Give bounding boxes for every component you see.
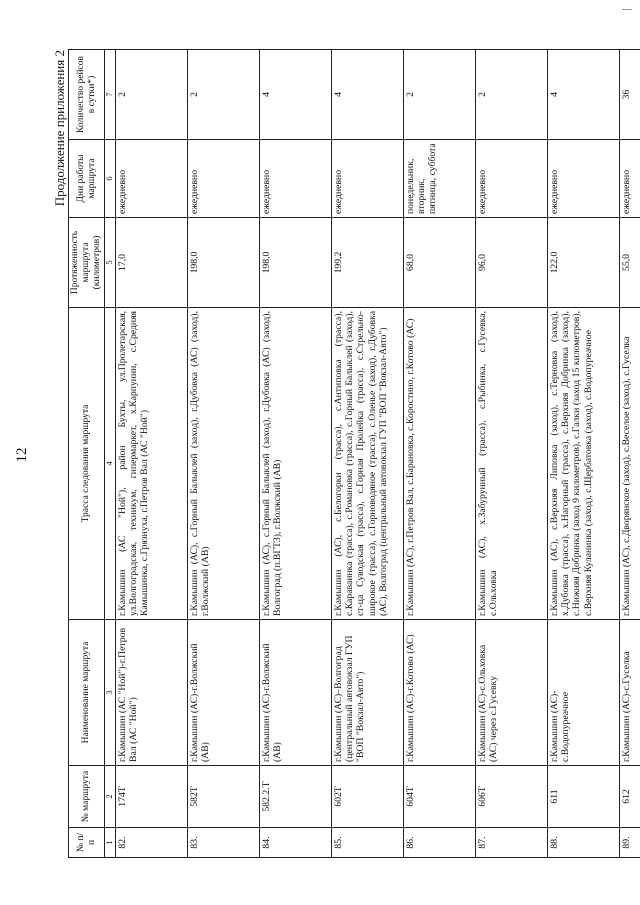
table-row [619, 50, 640, 858]
row-number: 88. [547, 828, 619, 858]
column-number: 5 [105, 218, 116, 308]
header-route-length: Протяженность маршрута (километров) [69, 218, 105, 308]
header-route-name: Наименование маршрута [69, 620, 105, 766]
route-name: г.Камышин (АС)-с.Гуселка [619, 620, 640, 766]
operating-days: ежедневно [547, 140, 619, 218]
trips-per-day: 4 [331, 50, 403, 140]
route-name: г.Камышин (АС)-г.Волжский (АВ) [259, 620, 331, 766]
table-row [187, 50, 259, 858]
route-number: 606Т [475, 766, 547, 828]
operating-days: ежедневно [115, 140, 187, 218]
route-number: 602Т [331, 766, 403, 828]
operating-days: понедельник, вторник, пятница, суббота [403, 140, 475, 218]
column-number: 4 [105, 308, 116, 620]
route-name: г.Камышин (АС "Ной")-г.Петров Вал (АС "Ной") [115, 620, 187, 766]
row-number: 82. [115, 828, 187, 858]
table-row [331, 50, 403, 858]
route-length: 55,0 [619, 218, 640, 308]
operating-days: ежедневно [619, 140, 640, 218]
operating-days: ежедневно [331, 140, 403, 218]
column-number: 3 [105, 620, 116, 766]
column-number-row [105, 50, 116, 858]
operating-days: ежедневно [475, 140, 547, 218]
column-number: 7 [105, 50, 116, 140]
trips-per-day: 2 [475, 50, 547, 140]
route-length: 122,0 [547, 218, 619, 308]
table-body [115, 50, 640, 858]
route-path: г.Камышин (АС), х.Забурунный (трасса), с.Рыбинка, с.Гусевка, с.Ольховка [475, 308, 547, 620]
row-number: 89. [619, 828, 640, 858]
route-length: 96,0 [475, 218, 547, 308]
trips-per-day: 4 [547, 50, 619, 140]
operating-days: ежедневно [259, 140, 331, 218]
row-number: 83. [187, 828, 259, 858]
trips-per-day: 4 [259, 50, 331, 140]
route-length: 198,0 [187, 218, 259, 308]
route-path: г.Камышин (АС), с.Белогорки (трасса), с.Антиповка (трасса), с.Караваинка (трасса), с.Романовка (трасса), с.Горный Балыклей (заход), ст-ца Суводская (трасса), с.Горная Пролейка (трасса), с.Стрельно-широкое (трасса), с.Горноводяное (трасса), с.Оленье (заход), г.Дубовка (АС), Волгоград (центральный автовокзал ГУП "ВОП "Вокзал-Авто") [331, 308, 403, 620]
table-row [115, 50, 187, 858]
route-name: г.Камышин (АС)-г.Котово (АС) [403, 620, 475, 766]
header-route-path: Трасса следования маршрута [69, 308, 105, 620]
row-number: 84. [259, 828, 331, 858]
trips-per-day: 2 [115, 50, 187, 140]
header-row [69, 50, 105, 858]
route-number: 612 [619, 766, 640, 828]
row-number: 85. [331, 828, 403, 858]
table-row [403, 50, 475, 858]
route-name: г.Камышин (АС)-с.Ольховка (АС) через с.Гусевку [475, 620, 547, 766]
column-number: 2 [105, 766, 116, 828]
route-path: г.Камышин (АС), с.Дворянское (заход), с.Веселое (заход), с.Гуселка [619, 308, 640, 620]
page-number: 12 [14, 447, 30, 463]
route-path: г.Камышин (АС), с.Верхняя Липовка (заход), с.Терновка (заход), х.Дубовка (трасса), х.Нагорный (трасса), с.Верхняя Добринка (заход), с.Нижняя Добринка (заход 9 километров), с.Галки (заход 15 километров), с.Верхняя Куланинка (заход), с.Щербатовка (заход), с.Водопуреачное [547, 308, 619, 620]
route-number: 611 [547, 766, 619, 828]
column-number: 6 [105, 140, 116, 218]
route-length: 68,0 [403, 218, 475, 308]
operating-days: ежедневно [187, 140, 259, 218]
route-number: 582Т [187, 766, 259, 828]
trips-per-day: 2 [403, 50, 475, 140]
route-path: г.Камышин (АС "Ной"), район Бухты, ул.Пролетарская, ул.Волгоградская, техникум, гипермаркет, х.Карпунин, с.Средняя Камышинка, с.Грязнуха, г.Петров Вал (АС "Ной") [115, 308, 187, 620]
trips-per-day: 2 [187, 50, 259, 140]
route-path: г.Камышин (АС), с.Горный Балыклей (заход), г.Дубовка (АС) (заход), г.Волжский (АВ) [187, 308, 259, 620]
route-length: 198,0 [259, 218, 331, 308]
header-npp: № п/п [69, 828, 105, 858]
header-trips-per-day: Количество рейсов в сутки*) [69, 50, 105, 140]
column-number: 1 [105, 828, 116, 858]
route-number: 604Т [403, 766, 475, 828]
table-row [475, 50, 547, 858]
route-number: 582.2.Т [259, 766, 331, 828]
row-number: 87. [475, 828, 547, 858]
route-name: г.Камышин (АС)–Волгоград (центральный автовокзал ГУП "ВОП "Вокзал-Авто") [331, 620, 403, 766]
trips-per-day: 36 [619, 50, 640, 140]
route-path: г.Камышин (АС), г.Петров Вал, с.Барановка, с.Коростино, г.Котово (АС) [403, 308, 475, 620]
header-operating-days: Дни работы маршрута [69, 140, 105, 218]
route-length: 199,2 [331, 218, 403, 308]
table-row [547, 50, 619, 858]
row-number: 86. [403, 828, 475, 858]
header-route-number: № маршрута [69, 766, 105, 828]
route-length: 17,0 [115, 218, 187, 308]
route-path: г.Камышин (АС), с.Горный Балыклей (заход), г.Дубовка (АС) (заход), Волгоград (п.ВГТЗ), г.Волжский (АВ) [259, 308, 331, 620]
route-name: г.Камышин (АС)-с.Водопуреачное [547, 620, 619, 766]
appendix-caption: Продолжение приложения 2 [52, 50, 67, 207]
table-row [259, 50, 331, 858]
route-name: г.Камышин (АС)-г.Волжский (АВ) [187, 620, 259, 766]
routes-table [68, 49, 640, 858]
route-number: 174Т [115, 766, 187, 828]
